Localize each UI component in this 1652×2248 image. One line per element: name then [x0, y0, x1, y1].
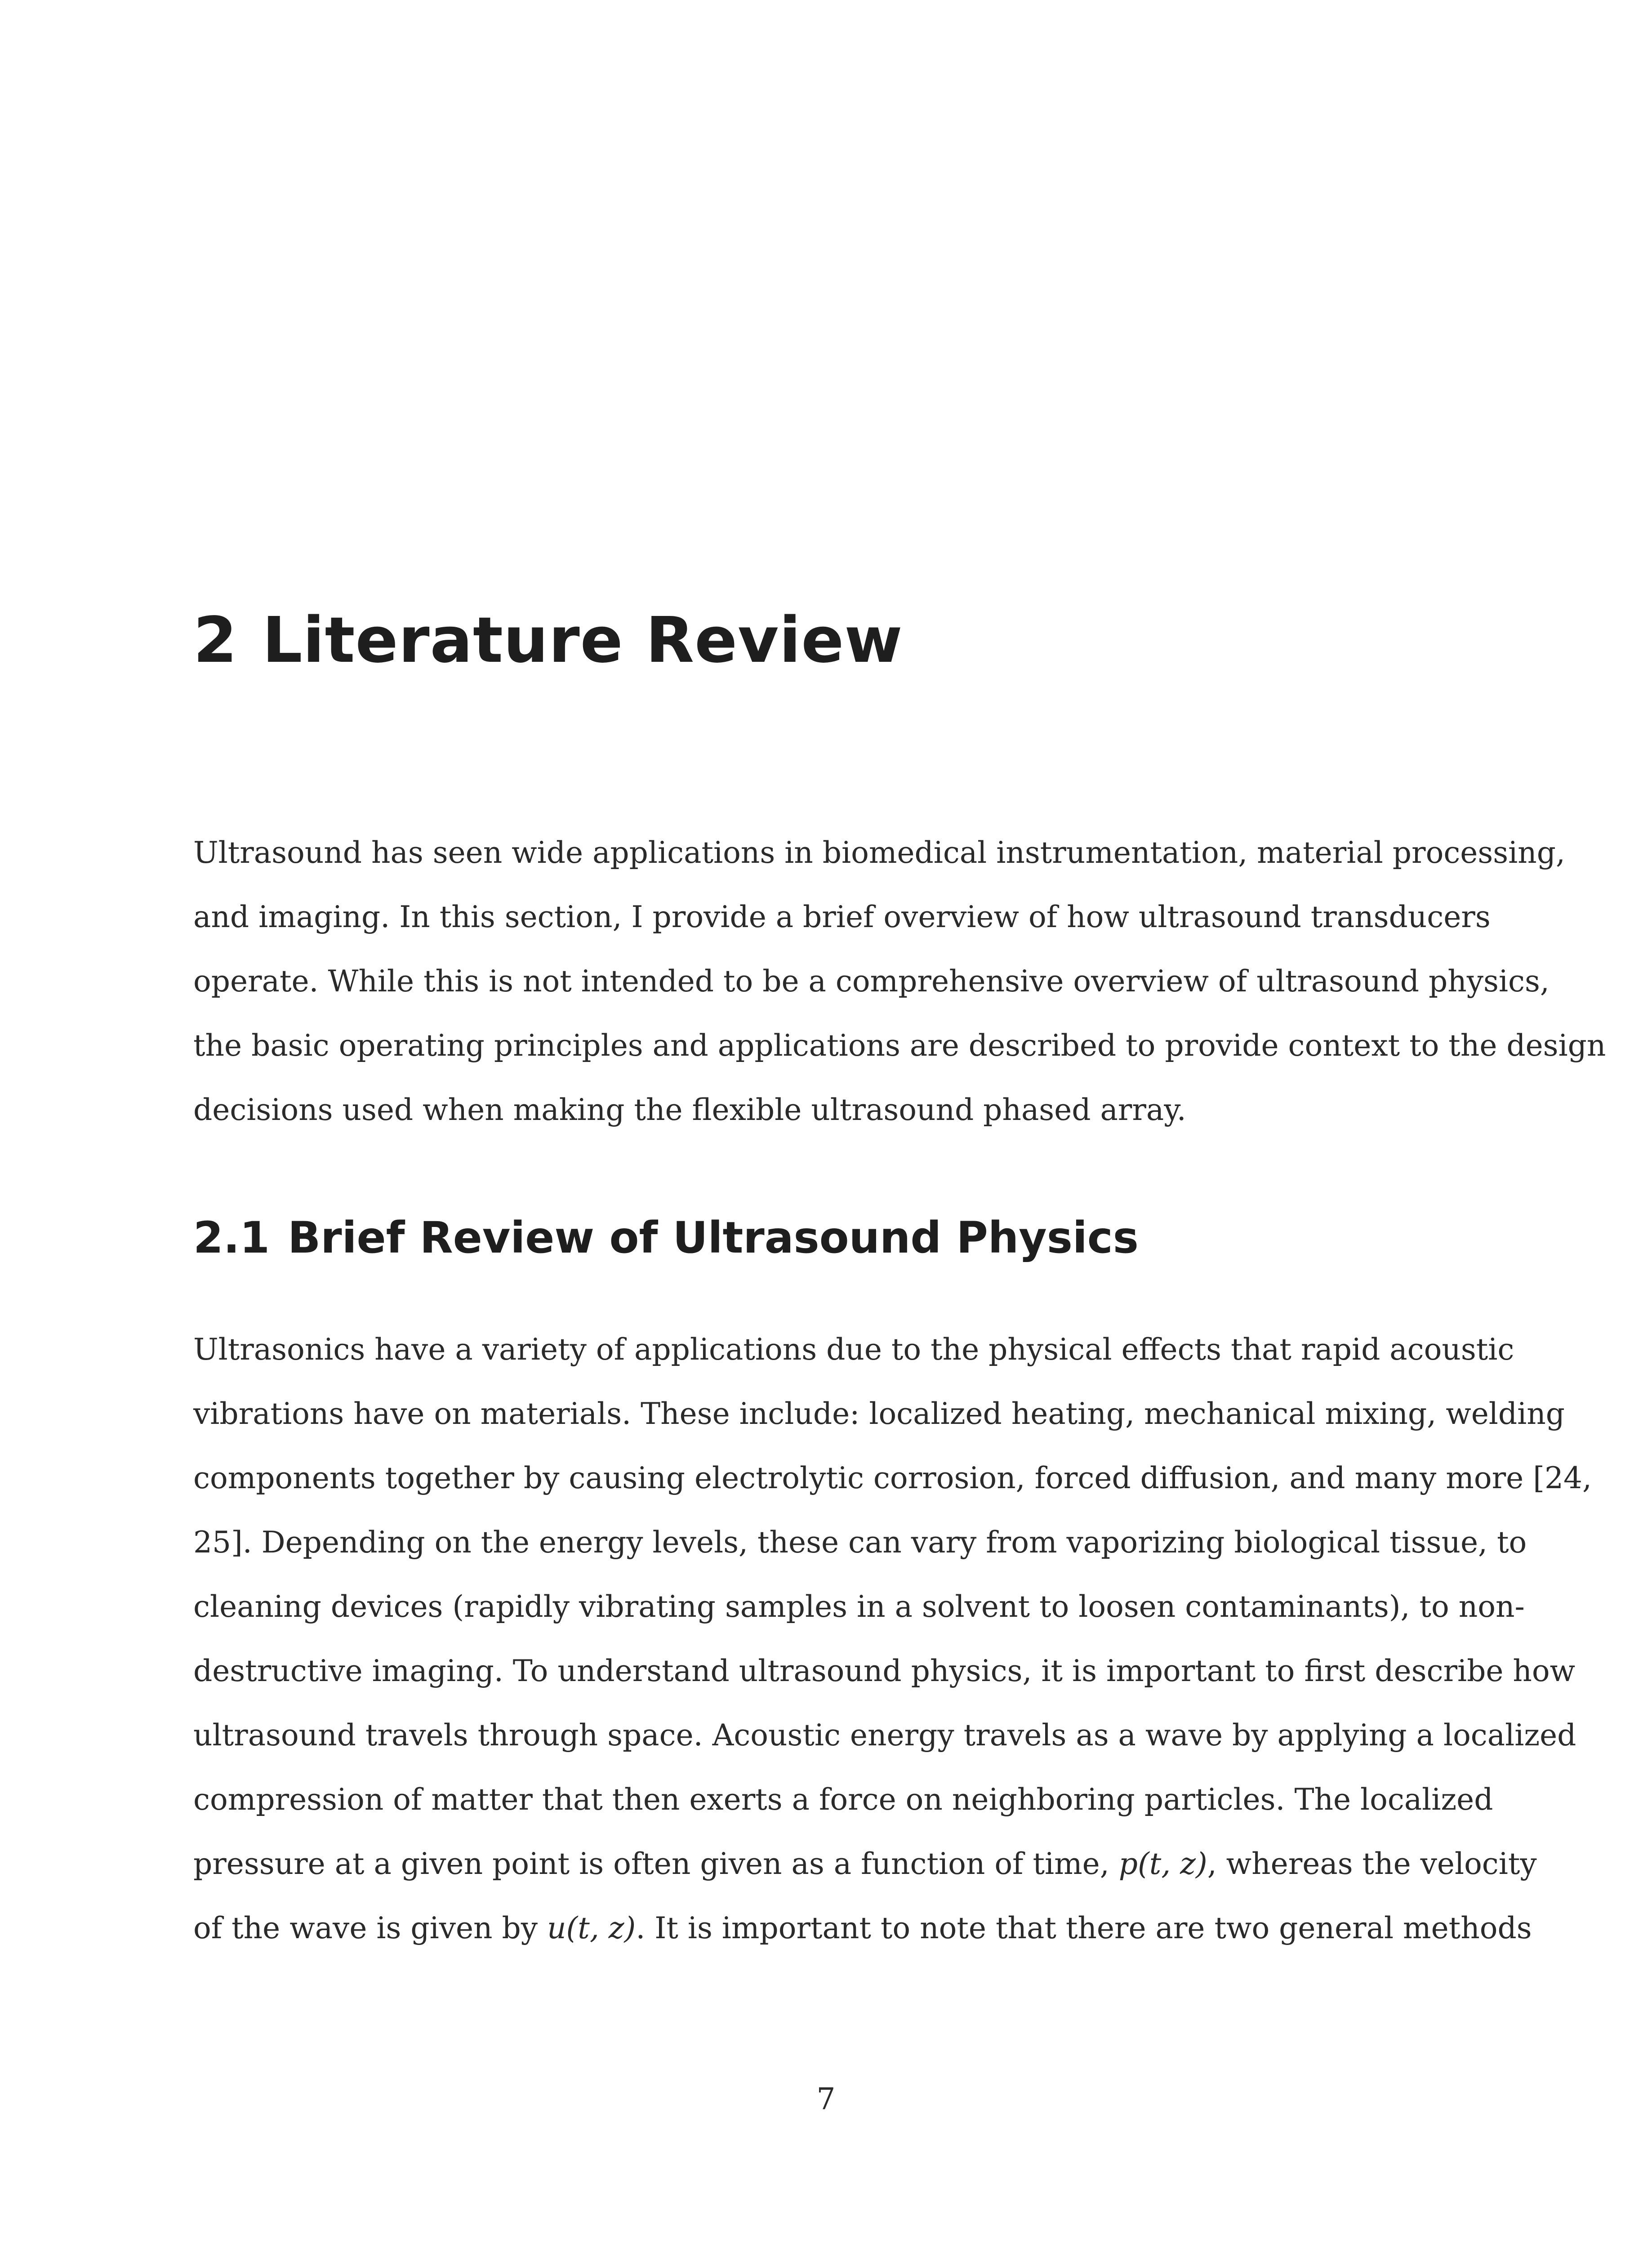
physics-line-with-math [193, 1832, 1537, 1896]
intro-line: the basic operating principles and applications are described to provide context to the design [193, 1028, 1606, 1063]
physics-line: compression of matter that then exerts a force on neighboring particles. The localized [193, 1782, 1493, 1817]
velocity-math: u(t, z) [547, 1911, 636, 1945]
physics-line: destructive imaging. To understand ultrasound physics, it is important to first describe how [193, 1654, 1576, 1688]
section-heading [193, 1213, 1139, 1263]
section-number: 2.1 [193, 1213, 270, 1263]
intro-line: operate. While this is not intended to be a comprehensive overview of ultrasound physics, [193, 964, 1550, 999]
physics-line: Ultrasonics have a variety of applications due to the physical effects that rapid acoustic [193, 1332, 1514, 1367]
pressure-math: p(t, z) [1118, 1847, 1207, 1881]
physics-line: components together by causing electrolytic corrosion, forced diffusion, and many more [24, [193, 1461, 1592, 1495]
chapter-title: Literature Review [262, 604, 903, 677]
intro-line: and imaging. In this section, I provide a brief overview of how ultrasound transducers [193, 900, 1491, 934]
physics-line-with-math [193, 1896, 1532, 1960]
physics-line: cleaning devices (rapidly vibrating samples in a solvent to loosen contaminants), to non- [193, 1589, 1525, 1624]
physics-line: ultrasound travels through space. Acoustic energy travels as a wave by applying a localized [193, 1718, 1576, 1753]
section-title: Brief Review of Ultrasound Physics [288, 1213, 1139, 1263]
intro-line: Ultrasound has seen wide applications in biomedical instrumentation, material processing, [193, 835, 1565, 870]
physics-line: 25]. Depending on the energy levels, these can vary from vaporizing biological tissue, to [193, 1525, 1527, 1560]
chapter-number: 2 [193, 604, 238, 677]
physics-line: vibrations have on materials. These include: localized heating, mechanical mixing, welding [193, 1396, 1565, 1431]
page-number: 7 [816, 2082, 836, 2116]
intro-line: decisions used when making the flexible ultrasound phased array. [193, 1093, 1186, 1127]
intro-paragraph [193, 821, 1606, 1142]
line-text: pressure at a given point is often given as a function of time, [193, 1847, 1109, 1881]
line-text: . It is important to note that there are two general methods [636, 1911, 1532, 1945]
chapter-heading [193, 604, 903, 677]
line-text: of the wave is given by [193, 1911, 538, 1945]
physics-paragraph [193, 1317, 1592, 1960]
line-text: , whereas the velocity [1207, 1847, 1537, 1881]
